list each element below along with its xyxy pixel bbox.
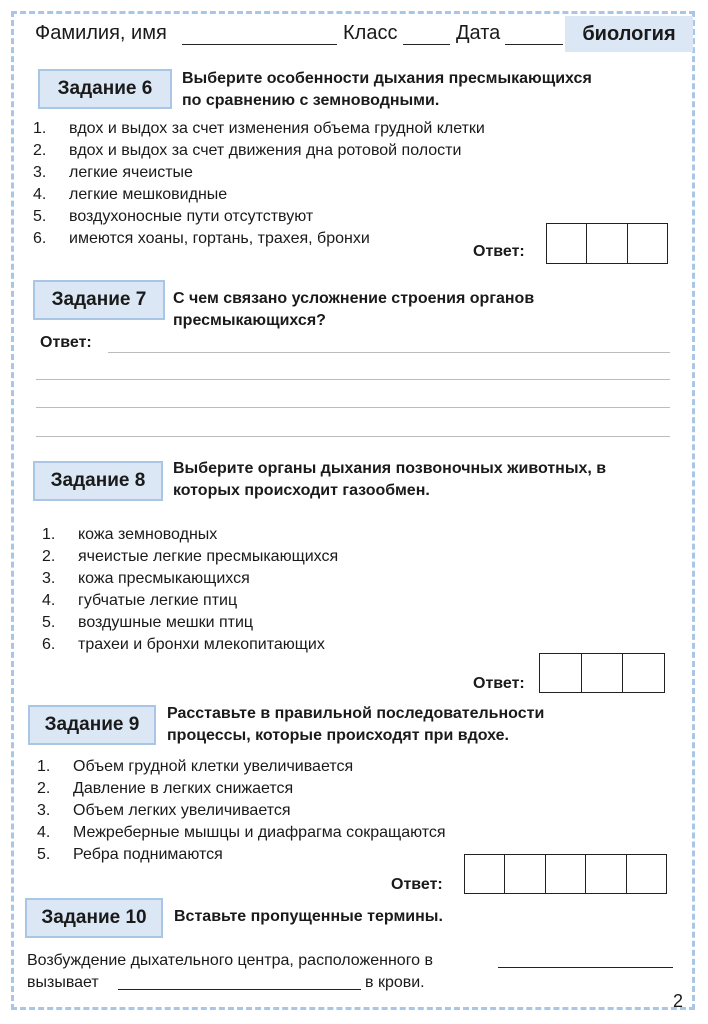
answer-cell[interactable] (540, 654, 582, 692)
task10-text-line1: Возбуждение дыхательного центра, расположенного в (27, 952, 434, 969)
list-item: 3. кожа пресмыкающихся (42, 570, 250, 587)
task8-answer-label: Ответ: (473, 675, 525, 692)
task7-badge: Задание 7 (33, 280, 165, 320)
name-label: Фамилия, имя (35, 22, 167, 44)
task7-answer-line[interactable] (36, 436, 670, 437)
subject-badge: биология (565, 16, 693, 52)
task8-answer-boxes[interactable] (539, 653, 665, 693)
task10-question: Вставьте пропущенные термины. (174, 908, 443, 925)
answer-cell[interactable] (505, 855, 545, 893)
task7-answer-line[interactable] (36, 379, 670, 380)
list-item: 3. Объем легких увеличивается (37, 802, 291, 819)
date-label: Дата (456, 22, 501, 44)
task7-answer-line[interactable] (108, 352, 670, 353)
list-item: 4. легкие мешковидные (33, 186, 228, 203)
class-input-line[interactable] (403, 44, 450, 45)
task6-question-line1: Выберите особенности дыхания пресмыкающихся (182, 70, 592, 87)
task7-answer-label: Ответ: (40, 334, 92, 351)
date-input-line[interactable] (505, 44, 563, 45)
list-item: 5. воздухоносные пути отсутствуют (33, 208, 314, 225)
task10-text-line2-end: в крови. (365, 974, 425, 991)
task8-badge: Задание 8 (33, 461, 163, 501)
list-item: 5. воздушные мешки птиц (42, 614, 254, 631)
list-item: 2. вдох и выдох за счет движения дна ротовой полости (33, 142, 462, 159)
task10-blank-2[interactable] (118, 989, 361, 990)
answer-cell[interactable] (465, 855, 505, 893)
list-item: 6. имеются хоаны, гортань, трахея, бронхи (33, 230, 370, 247)
task6-question-line2: по сравнению с земноводными. (182, 92, 440, 109)
list-item: 3. легкие ячеистые (33, 164, 193, 181)
task9-answer-boxes[interactable] (464, 854, 667, 894)
answer-cell[interactable] (582, 654, 624, 692)
answer-cell[interactable] (586, 855, 626, 893)
task10-badge: Задание 10 (25, 898, 163, 938)
task8-options (42, 524, 338, 656)
task7-question-line2: пресмыкающихся? (173, 312, 326, 329)
list-item: 4. губчатые легкие птиц (42, 592, 238, 609)
task8-question-line1: Выберите органы дыхания позвоночных животных, в (173, 460, 607, 477)
task9-options (37, 756, 446, 866)
task9-badge: Задание 9 (28, 705, 156, 745)
task8-question-line2: которых происходит газообмен. (173, 482, 430, 499)
answer-cell[interactable] (587, 224, 627, 263)
task9-question-line2: процессы, которые происходят при вдохе. (167, 727, 509, 744)
answer-cell[interactable] (628, 224, 667, 263)
page-number: 2 (673, 991, 684, 1011)
task7-question-line1: С чем связано усложнение строения органов (173, 290, 535, 307)
list-item: 4. Межреберные мышцы и диафрагма сокращаются (37, 824, 446, 841)
task7-answer-line[interactable] (36, 407, 670, 408)
class-label: Класс (343, 22, 398, 44)
task6-badge: Задание 6 (38, 69, 172, 109)
task6-answer-label: Ответ: (473, 243, 525, 260)
list-item: 1. Объем грудной клетки увеличивается (37, 758, 354, 775)
task7-question (173, 288, 534, 332)
list-item: 2. Давление в легких снижается (37, 780, 294, 797)
list-item: 1. вдох и выдох за счет изменения объема грудной клетки (33, 120, 485, 137)
list-item: 6. трахеи и бронхи млекопитающих (42, 636, 325, 653)
list-item: 2. ячеистые легкие пресмыкающихся (42, 548, 339, 565)
answer-cell[interactable] (547, 224, 587, 263)
task8-question (173, 458, 606, 502)
task10-blank-1[interactable] (498, 967, 673, 968)
task9-question-line1: Расставьте в правильной последовательности (167, 705, 545, 722)
task10-text-line2-start: вызывает (27, 974, 99, 991)
task9-answer-label: Ответ: (391, 876, 443, 893)
answer-cell[interactable] (627, 855, 666, 893)
name-input-line[interactable] (182, 44, 337, 45)
answer-cell[interactable] (623, 654, 664, 692)
task6-options (33, 118, 485, 250)
task9-question (167, 703, 544, 747)
answer-cell[interactable] (546, 855, 586, 893)
task6-question (182, 68, 592, 112)
list-item: 5. Ребра поднимаются (37, 846, 223, 863)
task6-answer-boxes[interactable] (546, 223, 668, 264)
list-item: 1. кожа земноводных (42, 526, 218, 543)
